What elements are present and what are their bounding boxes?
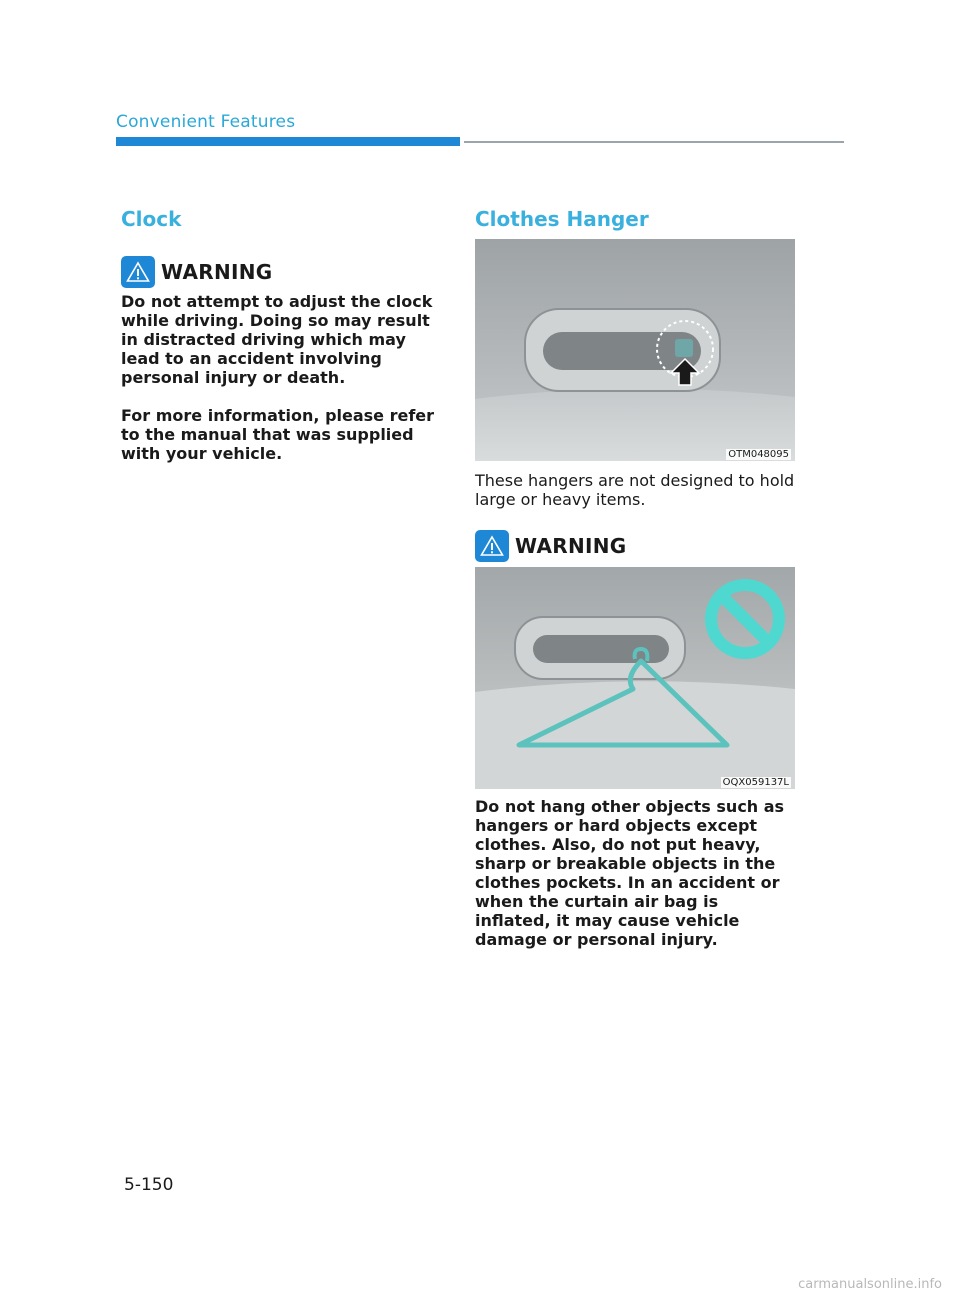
figure-code: OQX059137L [722, 777, 789, 788]
hanger-illustration [475, 239, 795, 461]
figure-code: OTM048095 [728, 449, 789, 460]
prohibited-hanger-illustration [475, 567, 795, 789]
hanger-warning-header [475, 530, 626, 562]
hanger-warning-text: Do not hang other objects such as hangers or hard objects except clothes. Also, do not put heavy, sharp or breakable objects in the clothes pockets. In an accident or when the curtain air bag is inflated, it may cause vehicle damage or personal injury. [475, 797, 785, 949]
warning-label: WARNING [161, 260, 273, 284]
hanger-caption: These hangers are not designed to hold large or heavy items. [475, 471, 795, 509]
watermark: carmanualsonline.info [798, 1277, 942, 1292]
clock-info-text: For more information, please refer to the manual that was supplied with your vehicle. [121, 406, 435, 463]
header-rule-accent [116, 137, 460, 146]
warning-icon [475, 530, 509, 562]
warning-icon [121, 256, 155, 288]
section-header: Convenient Features [116, 112, 296, 132]
clock-heading: Clock [121, 207, 182, 231]
header-rule [464, 141, 844, 143]
clock-warning-header [121, 256, 272, 288]
hanger-figure-2 [475, 567, 795, 789]
page-number: 5-150 [124, 1175, 174, 1195]
hanger-figure-1 [475, 239, 795, 461]
hanger-heading: Clothes Hanger [475, 207, 649, 231]
clock-warning-text: Do not attempt to adjust the clock while driving. Doing so may result in distracted driving which may lead to an accident involving personal injury or death. [121, 292, 433, 387]
warning-label: WARNING [515, 534, 627, 558]
